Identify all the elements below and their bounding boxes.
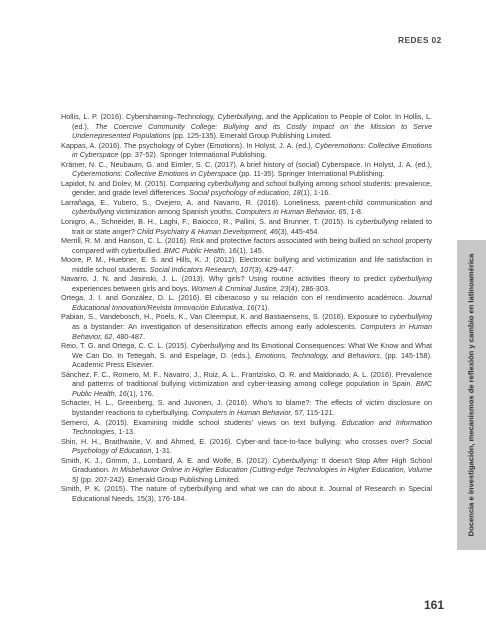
side-tab-label: Docencia e investigación, mecanismos de reflexión y cambio en latinoamérica — [466, 253, 476, 537]
reference-entry — [61, 255, 432, 274]
reference-text: Ortega, J. I. and González, D. L. (2016). El ciberacoso y su relación con el rendimiento académico. — [61, 293, 409, 303]
reference-text: related to trait or state anger? — [72, 217, 432, 236]
reference-text: , and the Application to People of Color. In Hollis, L. (ed.), — [72, 112, 432, 131]
reference-text: (3), 445-454. — [277, 226, 320, 236]
reference-text: Smith, K. J., Grimm, J., Lombard, A. E. and Wolfe, B. (2012). — [61, 455, 273, 465]
reference-italic-text: Social Psychology of Education — [72, 436, 432, 456]
reference-text: (4), 286-303. — [288, 283, 330, 293]
reference-text: (pp. 125-135). Emerald Group Publishing Limited. — [170, 131, 332, 141]
reference-entry — [61, 217, 432, 236]
reference-text: , 1-8. — [346, 207, 363, 217]
reference-italic-text: Computers in Human Behavior, 62 — [72, 322, 432, 341]
reference-text: (pp. 207-242). Emerald Group Publishing Limited. — [78, 474, 241, 484]
reference-text: Hollis, L. P. (2016). Cybershaming–Technology, — [61, 112, 218, 121]
reference-text: Shin, H. H., Braithwaite, V. and Ahmed, E. (2016). Cyber-and face-to-face bullying: who crosses over? — [61, 436, 413, 446]
reference-entry — [61, 341, 432, 370]
reference-italic-text: cyberbullying — [207, 178, 250, 188]
reference-italic-text: Social psychology of education, 18 — [189, 188, 301, 198]
reference-italic-text: Cyberemotions: Collective Emotions in Cyberspace — [72, 140, 433, 160]
reference-italic-text: Journal Educational Innovation/Revista Innovación Educativa, 16 — [72, 293, 432, 312]
reference-italic-text: BMC Public Health, 16 — [72, 379, 432, 398]
reference-italic-text: Computers in Human Behavior, 57, — [191, 407, 305, 417]
running-header: REDES 02 — [398, 35, 442, 45]
reference-text: Smith, P. K. (2015). The nature of cyberbullying and what we can do about it. Journal of Research in Special Educational Needs, 15(3), 176-184. — [61, 484, 432, 503]
reference-italic-text: cyberbullying — [389, 274, 432, 284]
reference-text: 1-13. — [116, 427, 136, 437]
reference-text: , (pp. 145-158). Academic Press Elsevier. — [72, 350, 433, 370]
reference-text: Merrill, R. M. and Hanson, C. L. (2016). Risk and protective factors associated with being bullied on school property compared with cyberbullied. — [61, 236, 432, 255]
reference-text: (71). — [254, 302, 270, 312]
reference-entry — [61, 312, 432, 341]
reference-entry — [61, 160, 432, 179]
reference-entry — [61, 484, 432, 503]
reference-text: Semerci, A. (2015). Examining middle school students' views on text bullying. — [61, 417, 342, 427]
reference-entry — [61, 112, 432, 141]
reference-text: (pp. 11-35). Springer International Publishing. — [236, 169, 385, 179]
reference-italic-text: cyberbullying — [389, 312, 432, 322]
reference-text: Lapidot, N. and Dolev, M. (2015). Comparing — [61, 178, 208, 188]
reference-italic-text: Education and Information Technologies, — [72, 417, 432, 437]
reference-text: Navarro, J. N. and Jasinski, J. L. (2013). Why girls? Using routine activities theory to predict — [61, 274, 390, 284]
reference-text: Krämer, N. C., Neubaum, G. and Eimler, S. C. (2017). A brief history of (social) Cyberspace. In Holyst, J. A. (ed.), — [61, 159, 432, 169]
reference-italic-text: Social Indicators Research, 107 — [149, 264, 253, 274]
reference-text: and Its Emotional Consequences: What We Know and What We Can Do. In Tettegah, S. and Espelage, D. (eds.), — [72, 341, 432, 360]
reference-italic-text: Child Psychiatry & Human Development, 46 — [136, 226, 278, 236]
reference-italic-text: BMC Public Health, — [163, 245, 227, 255]
reference-text: 115-121. — [304, 407, 335, 417]
reference-italic-text: In Misbehavior Online in Higher Education (Cutting-edge Technologies in Higher Education, Volume 5) — [72, 465, 433, 484]
reference-entry — [61, 198, 432, 217]
reference-italic-text: Cyberbullying — [272, 455, 317, 465]
reference-text: Kappas, A. (2016). The psychology of Cyber (Emotions). In Holyst, J. A. (ed.), — [61, 140, 316, 150]
reference-text: Larrañaga, E., Yubero, S., Ovejero, A. and Navarro, R. (2016). Loneliness, parent-child communication and — [61, 197, 432, 207]
reference-entry — [61, 418, 432, 437]
reference-entry — [61, 437, 432, 456]
reference-italic-text: Computers in Human Behavior, 65 — [235, 207, 347, 217]
reference-entry — [61, 179, 432, 198]
reference-entry — [61, 293, 432, 312]
reference-entry — [61, 141, 432, 160]
reference-text: (1), 176. — [126, 388, 154, 398]
reference-text: experiences between girls and boys. — [72, 283, 192, 293]
reference-text: : It doesn't Stop After High School Graduation. — [72, 455, 432, 475]
reference-text: (1), 1-16. — [300, 188, 331, 198]
reference-list — [61, 112, 432, 503]
reference-entry — [61, 274, 432, 293]
reference-text: Lonigro, A., Schneider, B. H., Laghi, F., Baiocco, R., Pallini, S. and Brunner, T. (2015). Is — [61, 217, 356, 227]
reference-text: (pp. 37-52). Springer International Publishing. — [118, 150, 267, 160]
reference-italic-text: cyberbullying — [356, 217, 399, 227]
reference-italic-text: cyberbullying — [72, 207, 115, 217]
reference-text: victimization among Spanish youths. — [114, 207, 236, 217]
reference-italic-text: Cyberemotions: Collective Emotions in Cyberspace — [72, 169, 237, 179]
reference-italic-text: Emotions, Technology, and Behaviors — [255, 350, 380, 360]
reference-italic-text: Cyberbullying — [190, 341, 235, 351]
reference-text: 16(1), 145. — [226, 245, 264, 255]
reference-entry — [61, 236, 432, 255]
reference-entry — [61, 456, 432, 485]
reference-italic-text: The Coercive Community College: Bullying and its Costly Impact on the Mission to Serve Underrepresented Populations — [72, 121, 432, 141]
reference-entry — [61, 398, 432, 417]
reference-text: Reio, T. G. and Ortega, C. C. L. (2015). — [61, 341, 191, 351]
reference-text: , 480-487. — [112, 331, 145, 341]
page-number: 161 — [424, 598, 445, 612]
reference-text: Pabian, S., Vandebosch, H., Poels, K., Van Cleemput, K. and Bastiaensens, S. (2016). Exposure to — [61, 312, 390, 322]
reference-text: Moore, P. M., Huebner, E. S. and Hills, K. J. (2012). Electronic bullying and victimization and life satisfaction in middle school students. — [61, 255, 432, 274]
reference-text: Sánchez, F. C., Romero, M. F., Navarro, J., Ruiz, A. L., Frantzisko, O. R. and Maldonado, A. L. (2016). Prevalence and patterns of traditional bullying victimization and cyber-teasing among college population in Spain. — [61, 369, 432, 389]
reference-italic-text: Women & Criminal Justice, 23 — [191, 283, 289, 293]
reference-text: and school bullying among school students: prevalence, gender, and grade level differences. — [72, 178, 432, 198]
reference-text: , 1-31. — [151, 446, 172, 456]
reference-text: Schacter, H. L., Greenberg, S. and Juvonen, J. (2016). Who's to blame?: The effects of victim disclosure on bystander reactions to cyberbullying. — [61, 398, 432, 417]
reference-text: as a bystander: An investigation of desensitization effects among early adolescents. — [72, 322, 361, 332]
reference-italic-text: Cyberbullying — [217, 112, 262, 121]
reference-entry — [61, 370, 432, 399]
reference-text: (3), 429-447. — [252, 264, 294, 274]
